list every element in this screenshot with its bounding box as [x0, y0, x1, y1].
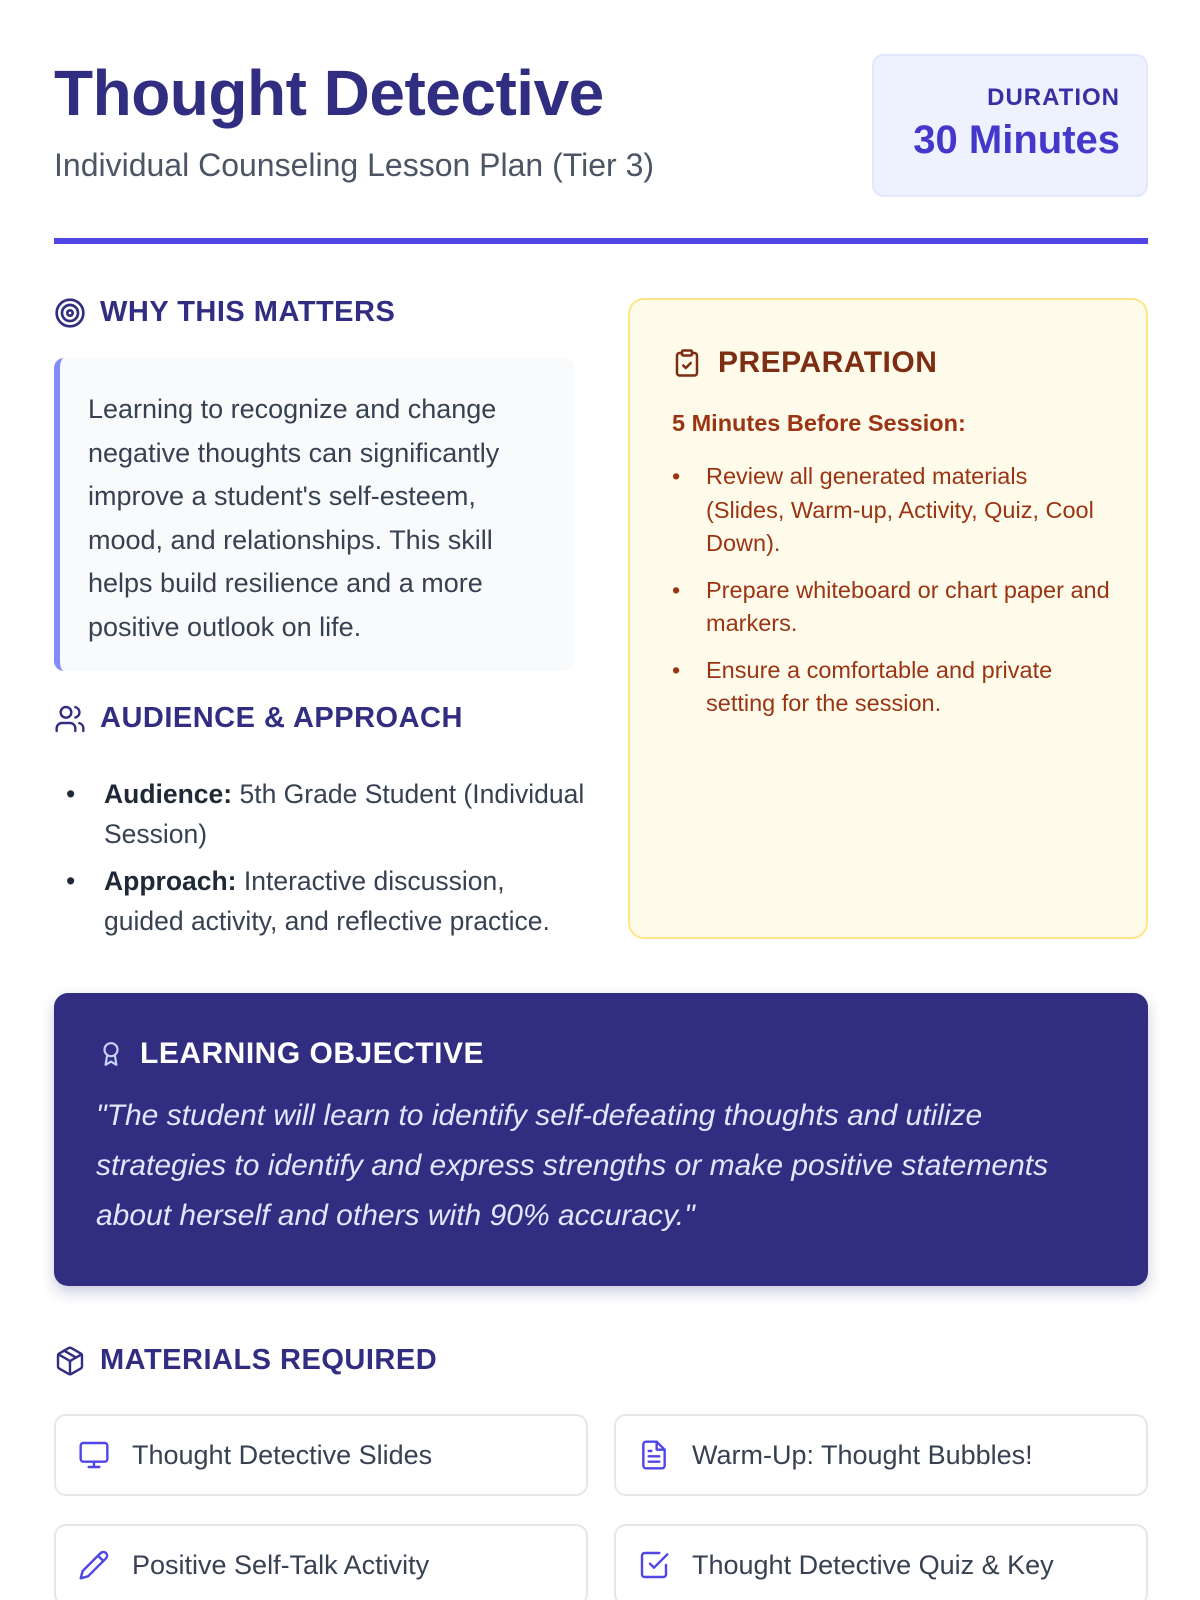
audience-item: [66, 774, 586, 854]
audience-list: [66, 774, 586, 948]
why-heading: [54, 296, 395, 329]
duration-label: DURATION: [987, 84, 1120, 111]
learning-objective-card: [54, 993, 1148, 1286]
audience-item-label: Audience:: [104, 779, 233, 809]
check-square-icon: [638, 1549, 670, 1581]
duration-value: 30 Minutes: [913, 118, 1120, 162]
preparation-item: • Ensure a comfortable and private setting for the session.: [672, 654, 1112, 721]
preparation-item: • Prepare whiteboard or chart paper and markers.: [672, 574, 1112, 641]
objective-heading: [98, 1037, 484, 1071]
preparation-item: • Review all generated materials (Slides, Warm-up, Activity, Quiz, Cool Down).: [672, 460, 1112, 561]
preparation-heading: [672, 346, 937, 380]
audience-item-text: Interactive discussion, guided activity, and reflective practice.: [104, 866, 550, 936]
clipboard-check-icon: [672, 347, 702, 379]
why-heading-label: WHY THIS MATTERS: [100, 296, 396, 328]
header-divider: [54, 238, 1148, 244]
why-text-box: Learning to recognize and change negative thoughts can significantly improve a student's self-esteem, mood, and relationships. This skill helps build resilience and a more positive outlook on life.: [54, 358, 574, 671]
material-card[interactable]: [54, 1524, 588, 1600]
material-card[interactable]: [54, 1414, 588, 1496]
objective-heading-label: LEARNING OBJECTIVE: [140, 1037, 485, 1070]
material-label: Positive Self-Talk Activity: [132, 1549, 430, 1580]
page-subtitle: Individual Counseling Lesson Plan (Tier 3): [54, 147, 655, 183]
preparation-list: [672, 460, 1112, 734]
material-card[interactable]: [614, 1414, 1148, 1496]
page-header: [54, 52, 1148, 242]
pencil-icon: [78, 1549, 110, 1581]
audience-heading: [54, 702, 463, 735]
material-label: Thought Detective Slides: [132, 1439, 433, 1470]
audience-item-text: 5th Grade Student (Individual Session): [104, 779, 585, 849]
award-icon: [98, 1038, 124, 1070]
package-icon: [54, 1345, 86, 1377]
preparation-card: [628, 298, 1148, 939]
file-text-icon: [638, 1439, 670, 1471]
material-card[interactable]: [614, 1524, 1148, 1600]
monitor-icon: [78, 1439, 110, 1471]
materials-heading: [54, 1344, 437, 1377]
audience-heading-label: AUDIENCE & APPROACH: [100, 702, 463, 734]
material-label: Warm-Up: Thought Bubbles!: [692, 1439, 1033, 1470]
preparation-subheading: 5 Minutes Before Session:: [672, 410, 966, 436]
audience-item-label: Approach:: [104, 866, 237, 896]
objective-text: "The student will learn to identify self-defeating thoughts and utilize strategies to identify and express strengths or make positive statements about herself and others with 90% accuracy.": [96, 1099, 1049, 1232]
target-icon: [54, 297, 86, 329]
users-icon: [54, 703, 86, 735]
preparation-heading-label: PREPARATION: [718, 346, 938, 379]
materials-heading-label: MATERIALS REQUIRED: [100, 1344, 438, 1376]
duration-badge: [872, 54, 1148, 197]
audience-item: [66, 861, 586, 941]
page-title: Thought Detective: [54, 57, 604, 129]
material-label: Thought Detective Quiz & Key: [692, 1549, 1054, 1580]
